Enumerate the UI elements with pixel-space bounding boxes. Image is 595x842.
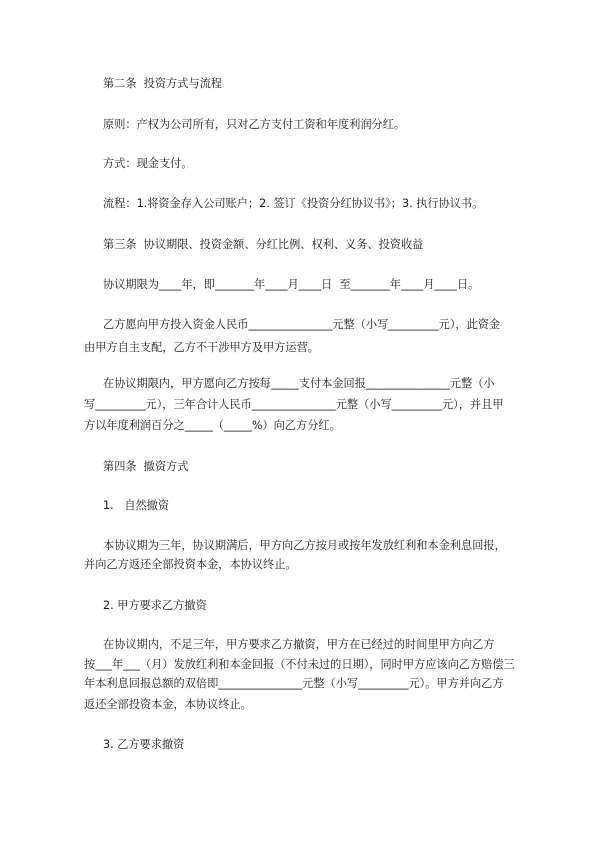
article-2-heading: 第二条 投资方式与流程: [103, 77, 222, 90]
process-text: 流程：1.将资金存入公司账户；2. 签订《投资分红协议书》；3. 执行协议书。: [103, 197, 484, 210]
item-3-heading: 3. 乙方要求撤资: [103, 738, 185, 751]
investment-para-2-line-2: 写_________元），三年合计人民币_______________元整（小写_________元），并且甲: [84, 398, 504, 411]
item-2-line-2: 按___年___（月）发放红利和本金回报（不付未过的日期），同时甲方应该向乙方赔偿三: [84, 658, 515, 671]
item-2-heading: 2. 甲方要求乙方撤资: [103, 599, 207, 612]
article-4-heading: 第四条 撤资方式: [103, 460, 189, 473]
principle-text: 原则：产权为公司所有，只对乙方支付工资和年度利润分红。: [103, 118, 406, 131]
item-1-line-1: 本协议期为三年，协议期满后，甲方向乙方按月或按年发放红利和本金利息回报，: [103, 539, 506, 552]
item-1-heading: 1. 自然撤资: [103, 499, 170, 512]
investment-para-1-line-2: 由甲方自主支配，乙方不干涉甲方及甲方运营。: [84, 341, 319, 354]
item-1-line-2: 并向乙方返还全部投资本金，本协议终止。: [84, 558, 297, 571]
item-2-line-4: 返还全部投资本金，本协议终止。: [84, 698, 252, 711]
investment-para-2-line-1: 在协议期限内，甲方愿向乙方按每_____支付本金回报_______________元整（小: [103, 377, 495, 390]
investment-para-1-line-1: 乙方愿向甲方投入资金人民币_______________元整（小写_________元），此资金: [103, 318, 501, 331]
article-3-heading: 第三条 协议期限、投资金额、分红比例、权利、义务、投资收益: [103, 238, 424, 251]
term-text: 协议期限为____年，即_______年____月____日 至_______年____月____日。: [103, 278, 480, 291]
investment-para-2-line-3: 方以年度利润百分之_____（_____%）向乙方分红。: [84, 419, 341, 432]
item-2-line-3: 年本利息回报总额的双倍即_______________元整（小写_________元）。甲方并向乙方: [84, 677, 504, 690]
method-text: 方式：现金支付。: [103, 157, 193, 170]
item-2-line-1: 在协议期内，不足三年，甲方要求乙方撤资，甲方在已经过的时间里甲方向乙方: [103, 638, 495, 651]
